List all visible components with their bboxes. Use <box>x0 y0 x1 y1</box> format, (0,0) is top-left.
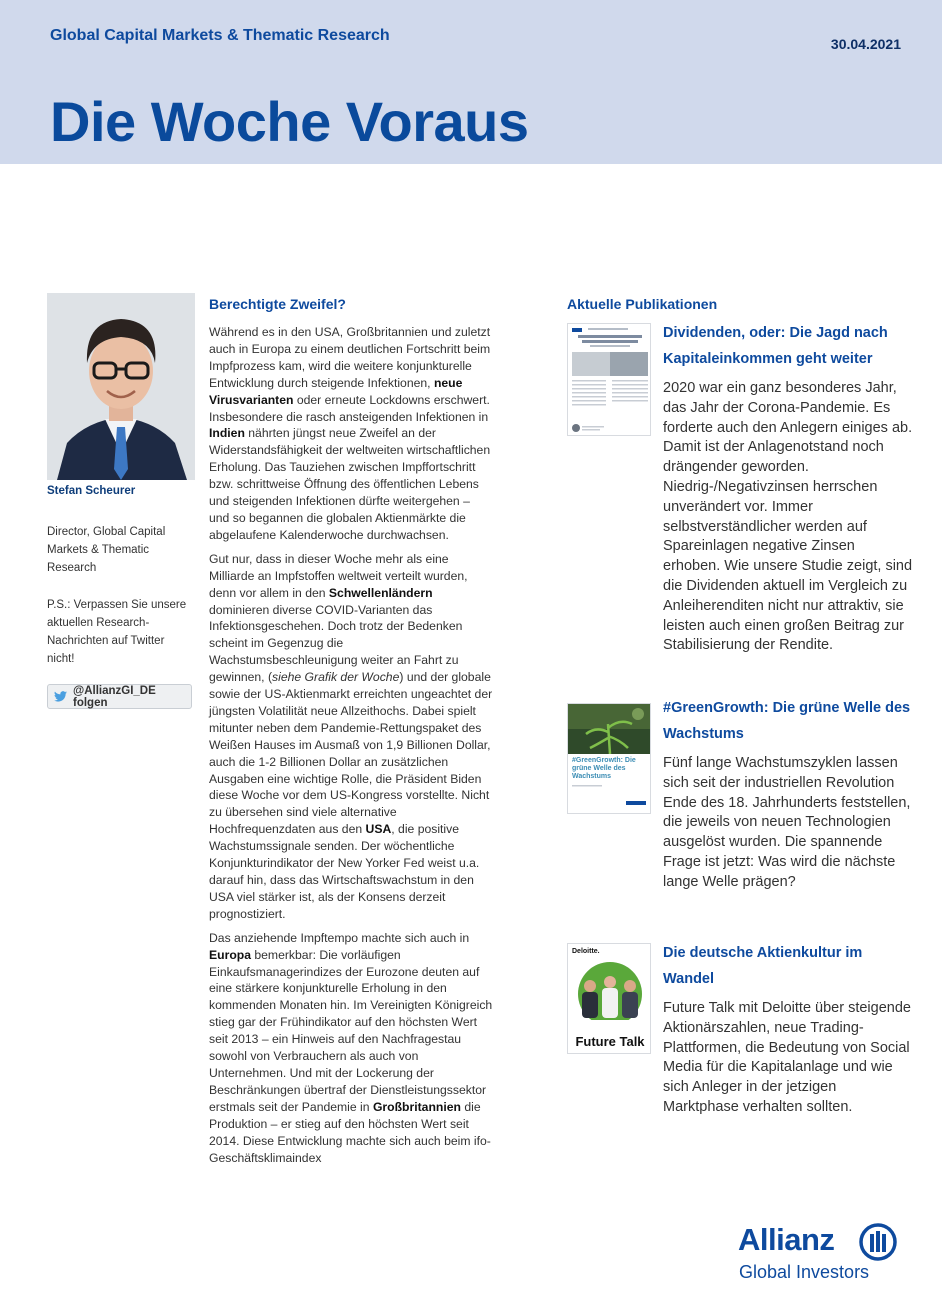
publication-text-aktienkultur: Future Talk mit Deloitte über steigende Aktionärszahlen, neue Trading-Plattformen, die Bedeutung von Social Media für die Kapitalanlage und wie sich Anleger in der jetzigen Marktphase verhalten sollten. <box>663 1000 911 1115</box>
twitter-icon <box>54 691 67 702</box>
publication-title-aktienkultur[interactable]: Die deutsche Aktienkultur im Wandel <box>663 945 863 987</box>
thumbnail-caption: #GreenGrowth: Die grüne Welle des Wachstums <box>572 757 636 780</box>
twitter-note: P.S.: Verpassen Sie unsere aktuellen Research-Nachrichten auf Twitter nicht! <box>47 599 187 665</box>
page-header <box>0 0 942 164</box>
author-portrait <box>47 293 195 480</box>
deloitte-logo: Deloitte. <box>572 948 600 955</box>
twitter-follow-button[interactable] <box>47 684 192 709</box>
allianz-eagle-icon <box>858 1222 898 1267</box>
article-paragraph: Gut nur, dass in dieser Woche mehr als eine Milliarde an Impfstoffen weltweit verteilt wurden, denn vor allem in den Schwellenländern dominieren diverse COVID-Varianten das Infektionsgeschehen. Doch trotz der Bedenken scheint im Gegenzug die Wachstumsbeschleunigung weiter an Fahrt zu gewinnen, (siehe Grafik der Woche) und der globale sowie der US-Aktienmarkt erreichten ungeachtet der jüngsten Volatilität neue Allzeithochs. Dabei spielt mitunter neben dem Pandemie-Rettungspaket des Weißen Hauses im Ausmaß von 1,9 Billionen Dollar, auch die 1-2 Billionen Dollar an zusätzlichen Ausgaben eine wichtige Rolle, die Präsident Biden diese Woche vor dem US-Kongress vorstellte. Nicht zu übersehen sind viele alternative Hochfrequenzdaten aus den USA, die positive Wachstumssignale senden. Der wöchentliche Konjunkturindikator der New Yorker Fed weist u.a. darauf hin, dass das Wirtschaftswachstum in den USA viel stärker ist, als der Konsens derzeit prognostiziert. <box>209 551 493 921</box>
article-paragraph: Das anziehende Impftempo machte sich auch in Europa bemerkbar: Die vorläufigen Einkaufsmanagerindizes der Eurozone deuten auf eine stärkere konjunkturelle Erholung in den kommenden Monaten hin. Im Vereinigten Königreich stieg gar der Frühindikator auf den höchsten Wert seit 2013 – ein Hinweis auf den Nachfragestau sowohl von Verbrauchern als auch von Unternehmen. Und mit der Lockerung der Beschränkungen übertraf der Dienstleistungssektor erstmals seit der Pandemie in Großbritannien die Produktion – er stieg auf den höchsten Wert seit 2014. Diese Entwicklung machte sich auch beim ifo-Geschäftsklimaindex <box>209 930 493 1165</box>
article-heading: Berechtigte Zweifel? <box>209 296 346 312</box>
publication-thumbnail-dividends[interactable] <box>567 323 651 436</box>
publication-text-greengrowth: Fünf lange Wachstumszyklen lassen sich seit der industriellen Revolution Ende des 18. Jahrhunderts feststellen, die jeweils von neuen Technologien ausgelöst wurden. Die spannende Frage ist jetzt: Was wird die nächste lange Welle prägen? <box>663 755 911 890</box>
author-name: Stefan Scheurer <box>47 485 136 497</box>
twitter-button-label: @AllianzGI_DE folgen <box>73 684 156 709</box>
publication-thumbnail-futuretalk[interactable] <box>567 943 651 1054</box>
header-subtitle: Global Capital Markets & Thematic Research <box>50 27 390 44</box>
publication-title-dividends[interactable]: Dividenden, oder: Die Jagd nach Kapitaleinkommen geht weiter <box>663 325 888 367</box>
article-body <box>209 324 493 1173</box>
author-role: Director, Global Capital Markets & Thematic Research <box>47 526 166 574</box>
header-date: 30.04.2021 <box>830 36 901 52</box>
publications-heading: Aktuelle Publikationen <box>567 296 718 312</box>
allianz-logo <box>738 1222 908 1286</box>
publication-thumbnail-greengrowth[interactable] <box>567 703 651 814</box>
publication-title-greengrowth[interactable]: #GreenGrowth: Die grüne Welle des Wachstums <box>663 700 911 742</box>
future-talk-caption: Future Talk <box>575 1034 645 1049</box>
allianz-global-investors: Global Investors <box>739 1262 870 1282</box>
page-title: Die Woche Voraus <box>50 90 529 153</box>
publication-text-dividends: 2020 war ein ganz besonderes Jahr, das Jahr der Corona-Pandemie. Es forderte auch den Anlegern einiges ab. Damit ist der Anlagenotstand noch drängender geworden. Niedrig-/Negativzinsen herrschen unverändert vor. Immer selbstverständlicher werden auf Spareinlagen negative Zinsen erhoben. Wie unsere Studie zeigt, sind die Dividenden aktuell im Vergleich zu Anleiherenditen nicht nur attraktiv, sie leisten auch einen großen Beitrag zur Stabilisierung der Rendite. <box>663 380 913 654</box>
allianz-brand: Allianz <box>738 1222 835 1257</box>
article-paragraph: Während es in den USA, Großbritannien und zuletzt auch in Europa zu einem deutlichen Fortschritt beim Impfprozess kam, wird die weitere konjunkturelle Entwicklung durch steigende Infektionen, neue Virusvarianten oder erneute Lockdowns erschwert. Insbesondere die rasch ansteigenden Infektionen in Indien nährten jüngst neue Zweifel an der Widerstandsfähigkeit der weltweiten wirtschaftlichen Erholung. Das Tauziehen zwischen Impffortschritt bzw. schrittweise Öffnung des öffentlichen Lebens und steigenden Infektionen dürfte weitergehen – und so begannen die globalen Aktienmärkte die abgelaufene Kalenderwoche durchwachsen. <box>209 325 491 542</box>
